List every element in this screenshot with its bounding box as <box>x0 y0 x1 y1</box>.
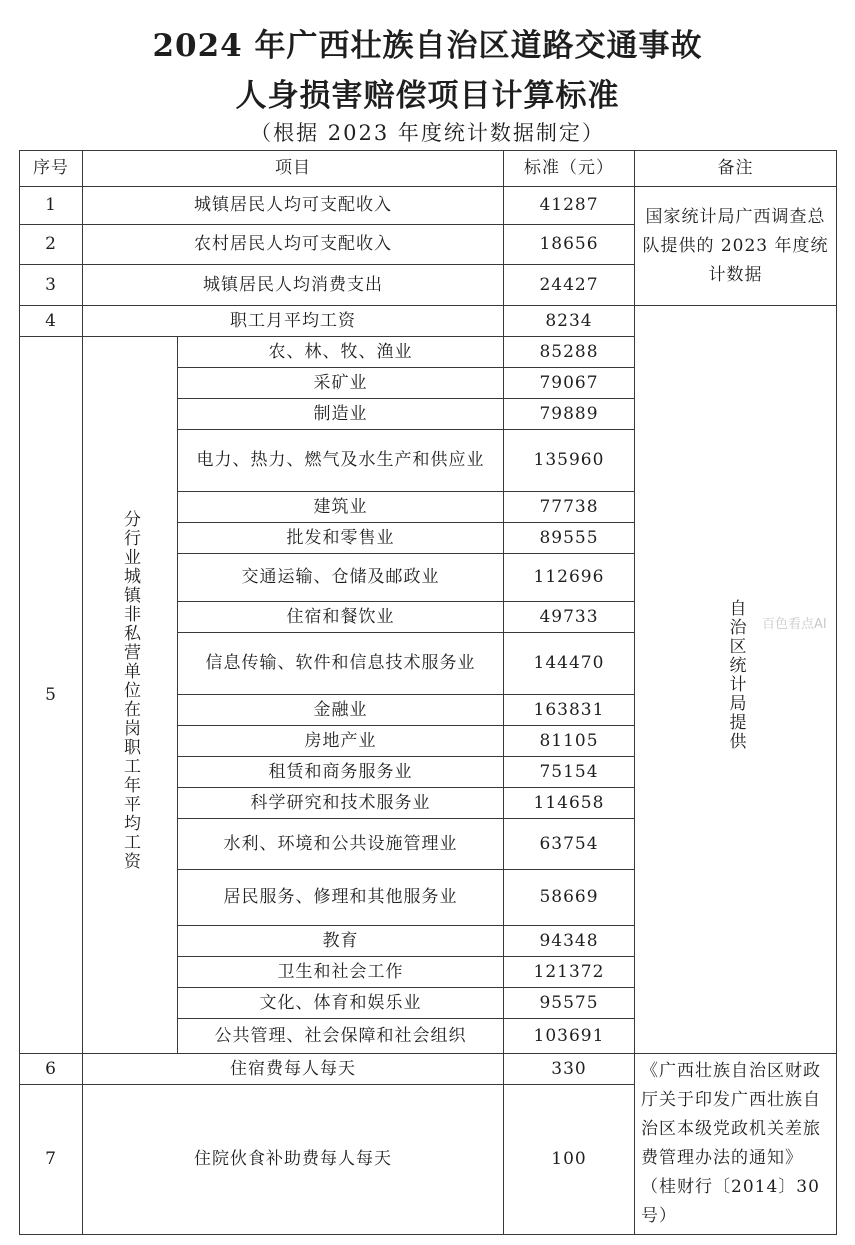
row-item: 城镇居民人均消费支出 <box>83 265 504 306</box>
industry-name: 农、林、牧、渔业 <box>178 337 504 368</box>
industry-name: 租赁和商务服务业 <box>178 757 504 788</box>
industry-name: 采矿业 <box>178 368 504 399</box>
title-line-1: 2024 年广西壮族自治区道路交通事故 <box>152 28 703 64</box>
industry-name: 卫生和社会工作 <box>178 957 504 988</box>
industry-value: 121372 <box>504 957 635 988</box>
industry-name: 住宿和餐饮业 <box>178 602 504 633</box>
header-seq: 序号 <box>20 151 83 187</box>
industry-value: 94348 <box>504 926 635 957</box>
industry-value: 77738 <box>504 492 635 523</box>
title-line-2: 人身损害赔偿项目计算标准 <box>235 78 620 114</box>
industry-value: 103691 <box>504 1019 635 1054</box>
row-seq: 3 <box>20 265 83 306</box>
table-row <box>20 306 837 337</box>
watermark: 百色看点AI <box>762 617 827 632</box>
row-seq: 7 <box>20 1085 83 1235</box>
table-row <box>20 1054 837 1085</box>
industry-name: 文化、体育和娱乐业 <box>178 988 504 1019</box>
industry-name: 信息传输、软件和信息技术服务业 <box>178 633 504 695</box>
row-item: 住院伙食补助费每人每天 <box>83 1085 504 1235</box>
industry-value: 144470 <box>504 633 635 695</box>
industry-name: 教育 <box>178 926 504 957</box>
row-value: 18656 <box>504 225 635 265</box>
row-value: 24427 <box>504 265 635 306</box>
table-header-row <box>20 151 837 187</box>
row-item: 职工月平均工资 <box>83 306 504 337</box>
industry-name: 水利、环境和公共设施管理业 <box>178 819 504 870</box>
row-value: 41287 <box>504 187 635 225</box>
industry-name: 房地产业 <box>178 726 504 757</box>
industry-value: 79889 <box>504 399 635 430</box>
industry-value: 114658 <box>504 788 635 819</box>
industry-value: 135960 <box>504 430 635 492</box>
row-value: 100 <box>504 1085 635 1235</box>
row-item: 城镇居民人均可支配收入 <box>83 187 504 225</box>
industry-name: 建筑业 <box>178 492 504 523</box>
industry-group-label <box>83 337 178 1054</box>
industry-value: 79067 <box>504 368 635 399</box>
industry-value: 112696 <box>504 554 635 602</box>
industry-name: 电力、热力、燃气及水生产和供应业 <box>178 430 504 492</box>
row-item: 农村居民人均可支配收入 <box>83 225 504 265</box>
row-value: 330 <box>504 1054 635 1085</box>
header-standard: 标准（元） <box>504 151 635 187</box>
industry-value: 58669 <box>504 870 635 926</box>
industry-value: 81105 <box>504 726 635 757</box>
industry-name: 交通运输、仓储及邮政业 <box>178 554 504 602</box>
row-seq: 2 <box>20 225 83 265</box>
industry-name: 制造业 <box>178 399 504 430</box>
industry-value: 63754 <box>504 819 635 870</box>
industry-name: 科学研究和技术服务业 <box>178 788 504 819</box>
row-seq: 5 <box>20 337 83 1054</box>
remark-stats: 国家统计局广西调查总队提供的 2023 年度统计数据 <box>635 187 837 306</box>
title-subtitle: （根据 2023 年度统计数据制定） <box>250 121 605 145</box>
remark-region-text: 自治区统计局提供 <box>725 598 746 751</box>
table-row <box>20 187 837 225</box>
industry-value: 75154 <box>504 757 635 788</box>
industry-group-text: 分行业城镇非私营单位在岗职工年平均工资 <box>120 509 140 871</box>
row-value: 8234 <box>504 306 635 337</box>
row-item: 住宿费每人每天 <box>83 1054 504 1085</box>
row-seq: 6 <box>20 1054 83 1085</box>
row-seq: 1 <box>20 187 83 225</box>
industry-value: 95575 <box>504 988 635 1019</box>
header-item: 项目 <box>83 151 504 187</box>
remark-region <box>635 306 837 1054</box>
industry-name: 金融业 <box>178 695 504 726</box>
standards-table <box>19 150 837 1235</box>
industry-value: 163831 <box>504 695 635 726</box>
row-seq: 4 <box>20 306 83 337</box>
industry-name: 居民服务、修理和其他服务业 <box>178 870 504 926</box>
industry-value: 49733 <box>504 602 635 633</box>
industry-value: 85288 <box>504 337 635 368</box>
header-remark: 备注 <box>635 151 837 187</box>
industry-value: 89555 <box>504 523 635 554</box>
industry-name: 公共管理、社会保障和社会组织 <box>178 1019 504 1054</box>
industry-name: 批发和零售业 <box>178 523 504 554</box>
remark-policy: 《广西壮族自治区财政厅关于印发广西壮族自治区本级党政机关差旅费管理办法的通知》（桂财行〔2014〕30 号） <box>635 1054 837 1235</box>
